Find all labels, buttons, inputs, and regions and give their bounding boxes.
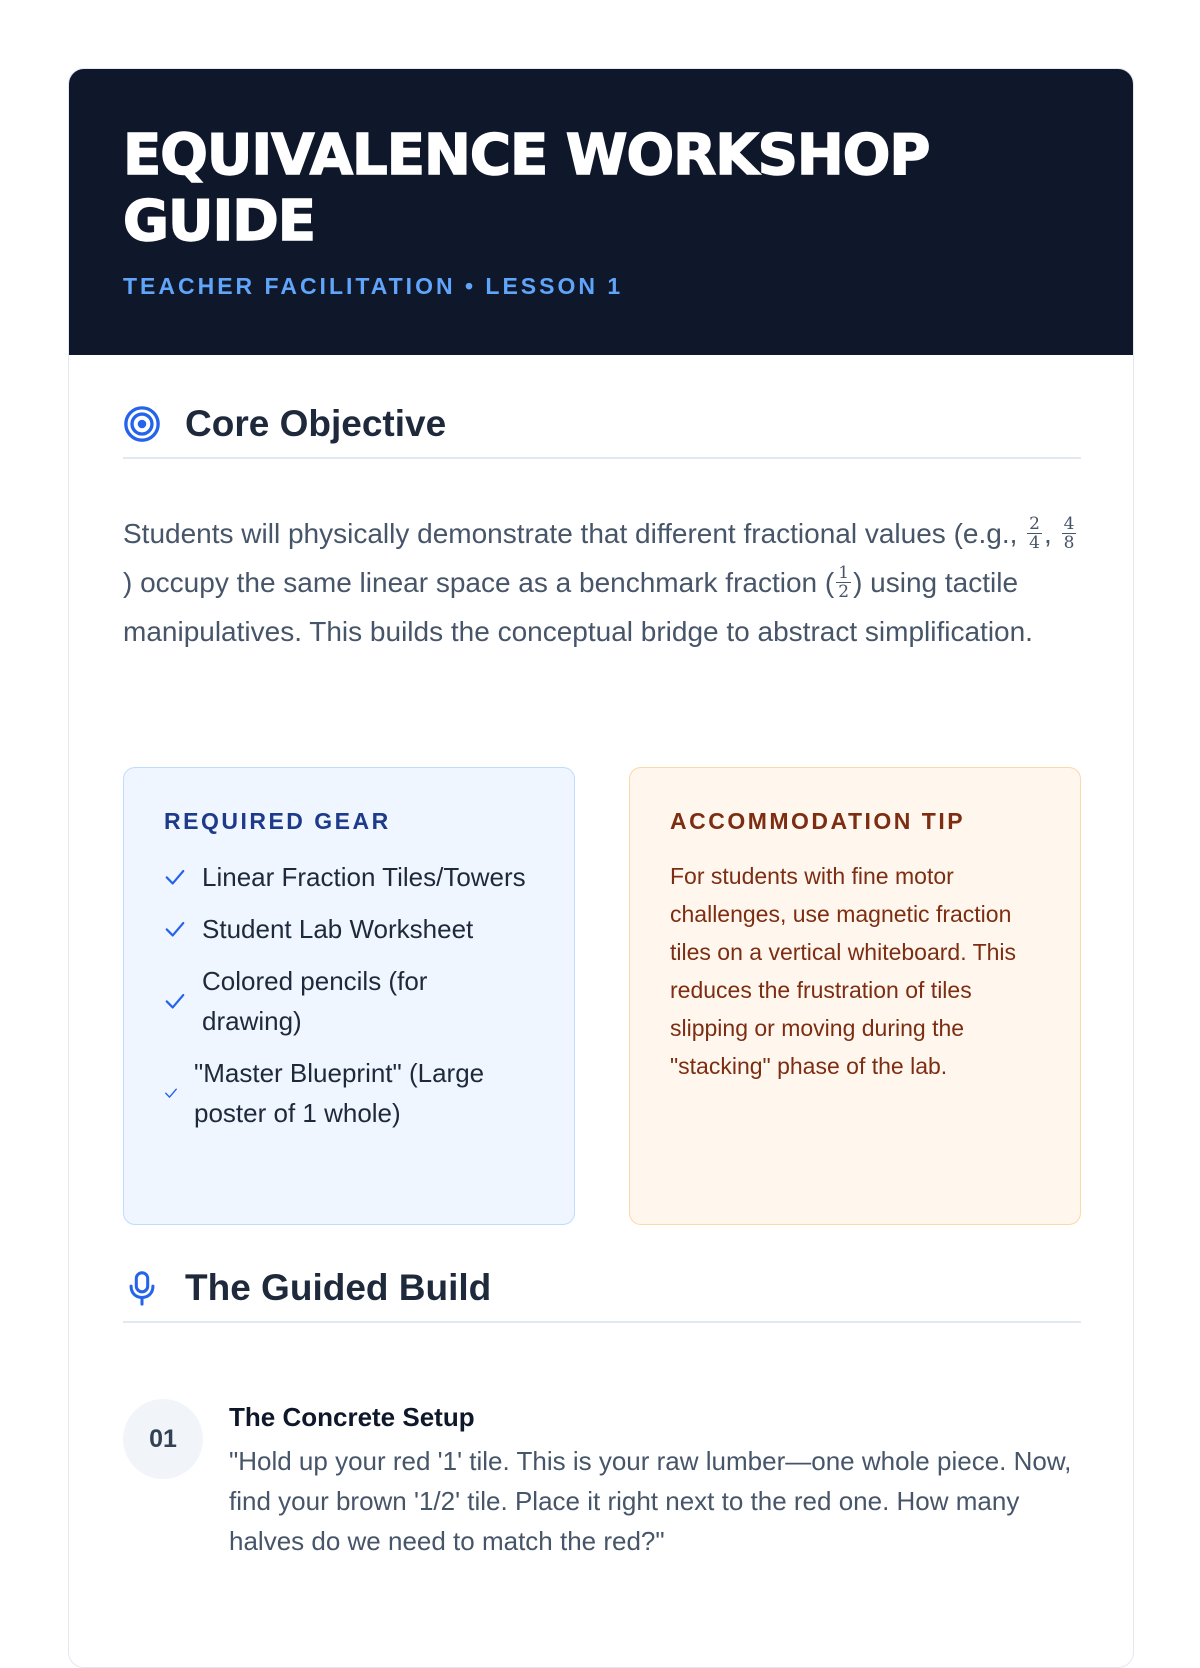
required-gear-box — [123, 767, 575, 1225]
check-icon — [164, 1086, 178, 1100]
list-item — [164, 961, 534, 1041]
guide-card — [68, 68, 1134, 1668]
page-subtitle: TEACHER FACILITATION • LESSON 1 — [123, 273, 624, 299]
fraction — [836, 564, 851, 601]
target-icon — [123, 405, 161, 443]
list-item — [164, 909, 534, 949]
gear-list — [164, 857, 534, 1133]
step-text: "Hold up your red '1' tile. This is your raw lumber—one whole piece. Now, find your brown '1/2' tile. Place it right next to the red one. How many halves do we need to match the red?" — [229, 1446, 1072, 1556]
objective-text-part: ) using tactile manipulatives. This builds the conceptual bridge to abstract simplification. — [123, 567, 1033, 647]
objective-text — [123, 509, 1081, 656]
fraction — [1062, 515, 1077, 552]
fraction-denominator: 4 — [1029, 533, 1040, 554]
step-body — [229, 1399, 1081, 1561]
section-heading-guided-build — [123, 1255, 1081, 1323]
gear-item-label: Colored pencils (for drawing) — [202, 966, 428, 1036]
guide-header — [69, 69, 1133, 355]
build-step — [123, 1399, 1081, 1561]
fraction — [1027, 515, 1042, 552]
gear-item-label: Linear Fraction Tiles/Towers — [202, 862, 526, 892]
accommodation-tip-box — [629, 767, 1081, 1225]
fraction-denominator: 2 — [838, 582, 850, 603]
check-icon — [164, 990, 186, 1012]
fraction-denominator: 8 — [1063, 533, 1075, 554]
gear-item-label: "Master Blueprint" (Large poster of 1 whole) — [194, 1058, 485, 1128]
objective-text-part: , — [1044, 518, 1060, 549]
accommodation-tip-title: ACCOMMODATION TIP — [670, 808, 966, 834]
fraction-numerator: 4 — [1063, 514, 1075, 535]
page-title: EQUIVALENCE WORKSHOP GUIDE — [123, 123, 930, 254]
list-item — [164, 1053, 534, 1133]
fraction-numerator: 2 — [1029, 514, 1040, 535]
objective-text-part: ) occupy the same linear space as a benchmark fraction ( — [123, 567, 835, 598]
microphone-icon — [123, 1269, 161, 1307]
required-gear-title: REQUIRED GEAR — [164, 808, 391, 834]
check-icon — [164, 866, 186, 888]
section-title: The Guided Build — [185, 1267, 492, 1308]
accommodation-tip-text: For students with fine motor challenges, use magnetic fraction tiles on a vertical whiteboard. This reduces the frustration of tiles slipping or moving during the "stacking" phase of the lab. — [670, 863, 1017, 1079]
gear-item-label: Student Lab Worksheet — [202, 914, 474, 944]
check-icon — [164, 918, 186, 940]
step-number-badge: 01 — [123, 1399, 203, 1479]
fraction-numerator: 1 — [838, 563, 850, 584]
list-item — [164, 857, 534, 897]
objective-text-part: Students will physically demonstrate that different fractional values (e.g., — [123, 518, 1026, 549]
section-title: Core Objective — [185, 403, 447, 444]
section-heading-objective — [123, 391, 1081, 459]
step-title: The Concrete Setup — [229, 1402, 475, 1432]
